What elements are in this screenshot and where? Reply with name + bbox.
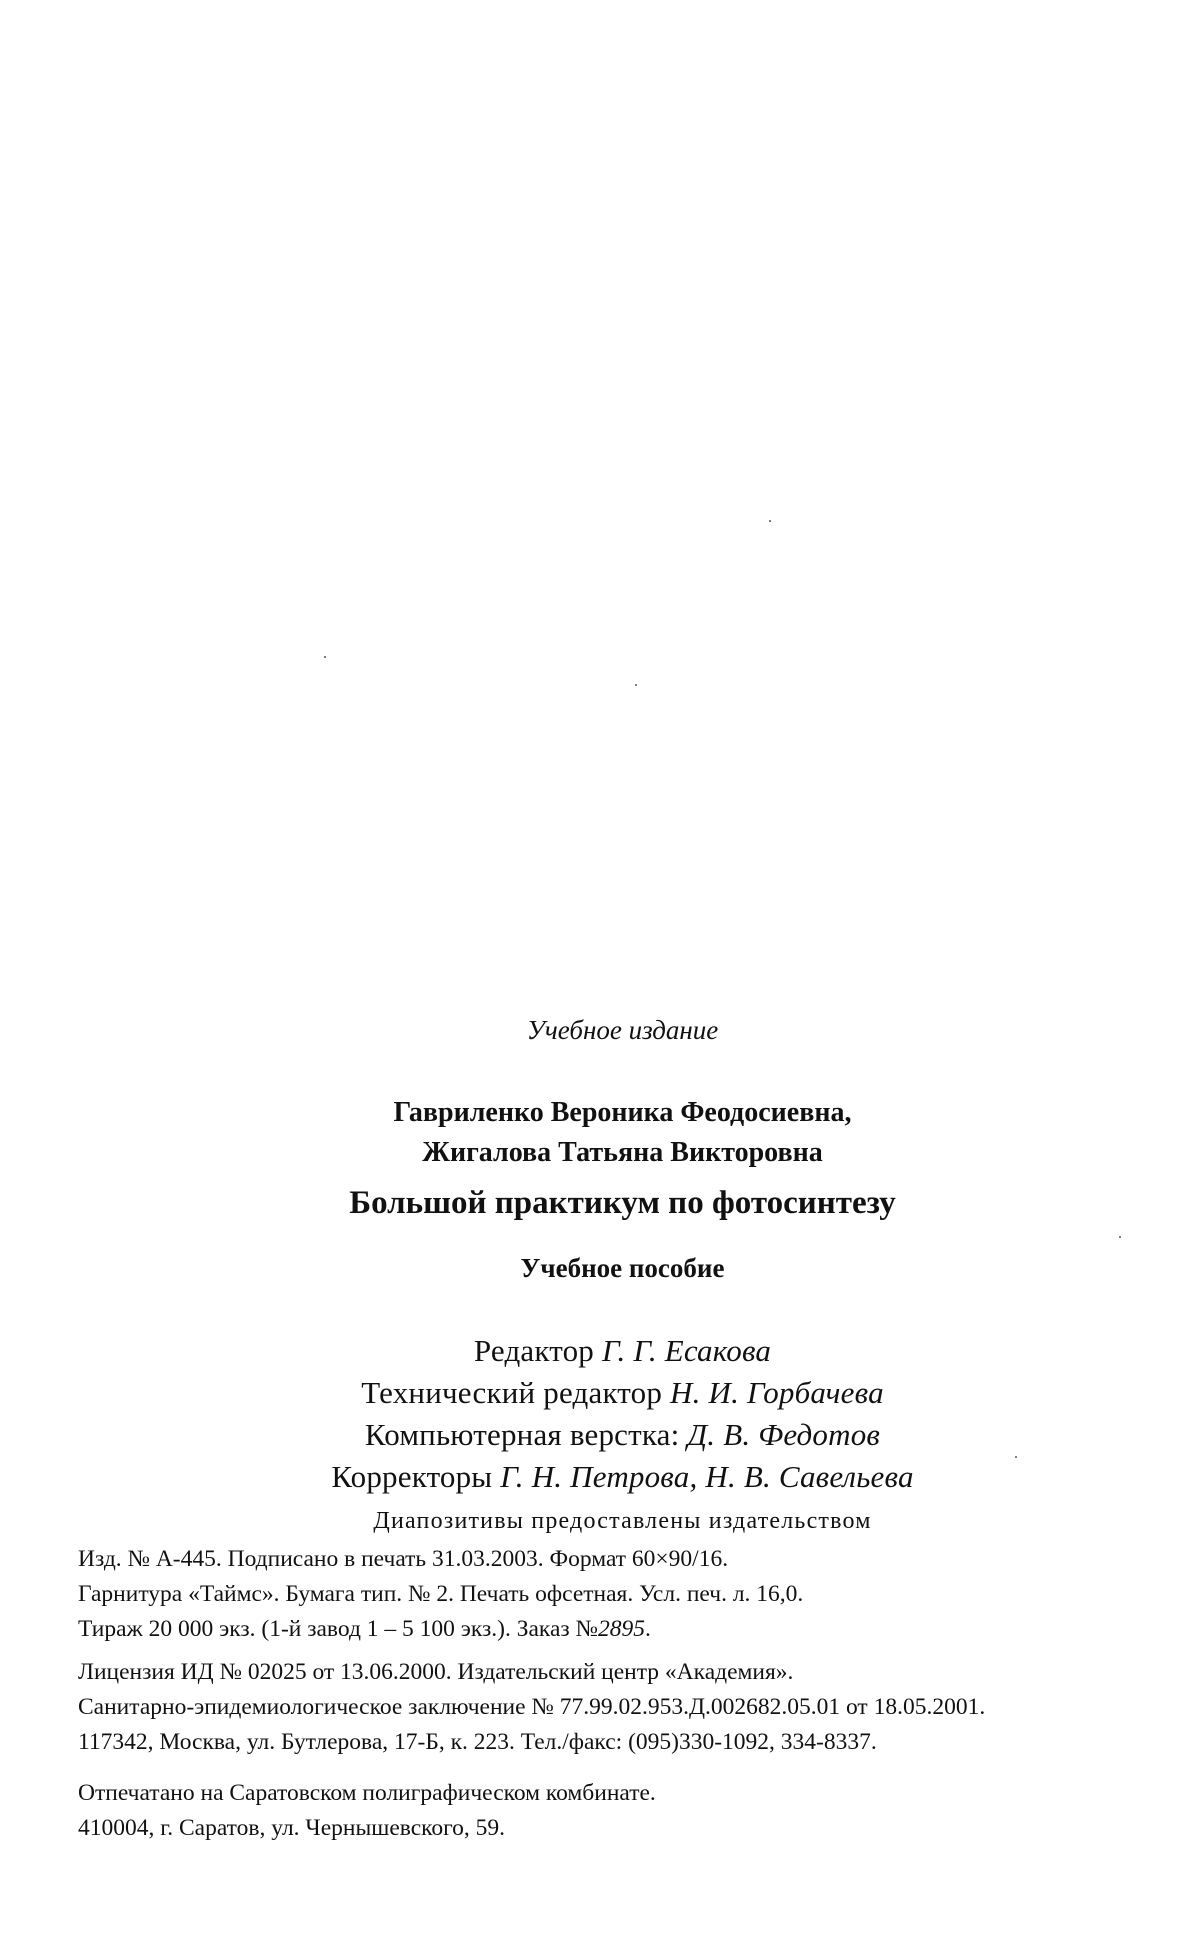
- printer-info-block: [78, 1776, 656, 1846]
- scan-speck: [769, 520, 771, 522]
- license-info-block: [78, 1655, 985, 1760]
- book-title: Большой практикум по фотосинтезу: [349, 1185, 896, 1221]
- author-2: Жигалова Татьяна Викторовна: [422, 1137, 823, 1168]
- license-line-1: Лицензия ИД № 02025 от 13.06.2000. Издательский центр «Академия».: [78, 1659, 794, 1685]
- print-info-line-1: Изд. № А-445. Подписано в печать 31.03.2003. Формат 60×90/16.: [78, 1546, 729, 1572]
- print-run-text: Тираж 20 000 экз. (1-й завод 1 – 5 100 экз.). Заказ №: [78, 1616, 598, 1642]
- printer-line-2: 410004, г. Саратов, ул. Чернышевского, 59.: [78, 1815, 506, 1841]
- proofreaders-names: Г. Н. Петрова, Н. В. Савельева: [500, 1459, 914, 1494]
- tech-editor-name: Н. И. Горбачева: [670, 1375, 884, 1410]
- editor-name: Г. Г. Есакова: [601, 1333, 772, 1368]
- tech-editor-line: [0, 1372, 1200, 1414]
- edition-type: Учебное издание: [526, 1015, 719, 1045]
- slides-note: Диапозитивы предоставлены издательством: [373, 1508, 872, 1534]
- layout-name: Д. В. Федотов: [687, 1417, 881, 1452]
- layout-line: [0, 1414, 1200, 1456]
- license-line-3: 117342, Москва, ул. Бутлерова, 17-Б, к. 223. Тел./факс: (095)330-1092, 334-8337.: [78, 1729, 877, 1755]
- proofreaders-label: Корректоры: [331, 1459, 493, 1494]
- print-info-block: [78, 1542, 803, 1647]
- scan-speck: [1119, 1236, 1121, 1238]
- proofreaders-line: [0, 1456, 1200, 1498]
- printer-line-1: Отпечатано на Саратовском полиграфическом комбинате.: [78, 1780, 656, 1806]
- order-number: 2895: [597, 1616, 645, 1642]
- layout-label: Компьютерная верстка:: [364, 1417, 680, 1452]
- print-info-line-2: Гарнитура «Таймс». Бумага тип. № 2. Печать офсетная. Усл. печ. л. 16,0.: [78, 1581, 804, 1607]
- print-run-end: .: [644, 1616, 651, 1642]
- tech-editor-label: Технический редактор: [361, 1375, 663, 1410]
- author-1: Гавриленко Вероника Феодосиевна,: [393, 1097, 852, 1128]
- authors-block: [0, 1093, 1200, 1173]
- print-info-line-3: [78, 1612, 803, 1647]
- credits-block: [0, 1330, 1200, 1542]
- scan-speck: [635, 684, 637, 686]
- editor-line: [0, 1330, 1200, 1372]
- editor-label: Редактор: [473, 1333, 594, 1368]
- license-line-2: Санитарно-эпидемиологическое заключение № 77.99.02.953.Д.002682.05.01 от 18.05.2001.: [78, 1694, 986, 1720]
- scan-speck: [324, 656, 326, 658]
- book-type: Учебное пособие: [520, 1253, 725, 1283]
